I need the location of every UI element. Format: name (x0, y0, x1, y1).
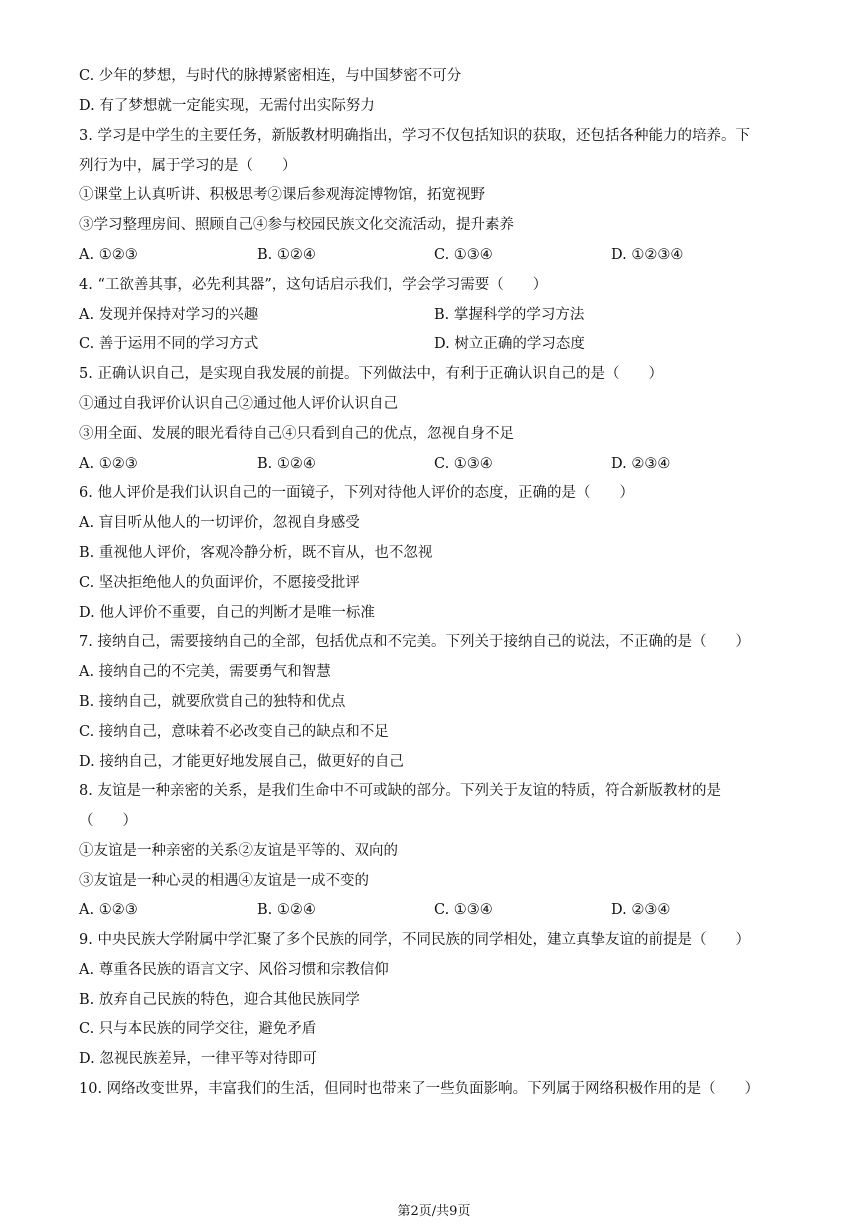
q6-stem: 6. 他人评价是我们认识自己的一面镜子，下列对待他人评价的态度，正确的是（ ） (79, 485, 634, 501)
q3-option-d: D. ①②③④ (611, 247, 684, 263)
q4-stem: 4. “工欲善其事，必先利其器”，这句话启示我们，学会学习需要（ ） (79, 277, 548, 293)
q4-option-d: D. 树立正确的学习态度 (434, 336, 585, 352)
q5-option-d: D. ②③④ (611, 456, 671, 472)
q9-option-c: C. 只与本民族的同学交往，避免矛盾 (79, 1021, 317, 1037)
q10-stem: 10. 网络改变世界，丰富我们的生活，但同时也带来了一些负面影响。下列属于网络积极作用的是（ ） (79, 1081, 760, 1097)
q9-option-b: B. 放弃自己民族的特色，迎合其他民族同学 (79, 992, 360, 1008)
q2-option-d: D. 有了梦想就一定能实现，无需付出实际努力 (79, 98, 375, 114)
q8-statement-1: ①友谊是一种亲密的关系②友谊是平等的、双向的 (79, 843, 398, 859)
q2-option-c: C. 少年的梦想，与时代的脉搏紧密相连，与中国梦密不可分 (79, 68, 462, 84)
q3-stem-line2: 列行为中，属于学习的是（ ） (79, 158, 297, 174)
q7-option-c: C. 接纳自己，意味着不必改变自己的缺点和不足 (79, 724, 389, 740)
q6-option-c: C. 坚决拒绝他人的负面评价，不愿接受批评 (79, 575, 360, 591)
q5-option-b: B. ①②④ (257, 456, 316, 472)
q4-options-row1 (79, 305, 819, 325)
q4-option-b: B. 掌握科学的学习方法 (434, 307, 585, 323)
q5-option-a: A. ①②③ (79, 456, 138, 472)
q8-option-a: A. ①②③ (79, 902, 138, 918)
q8-option-b: B. ①②④ (257, 902, 316, 918)
page-number-footer: 第2页/共9页 (397, 1204, 471, 1219)
q3-options (79, 245, 819, 265)
q9-option-d: D. 忽视民族差异，一律平等对待即可 (79, 1051, 317, 1067)
q3-statement-2: ③学习整理房间、照顾自己④参与校园民族文化交流活动，提升素养 (79, 217, 514, 233)
q5-statement-1: ①通过自我评价认识自己②通过他人评价认识自己 (79, 396, 398, 412)
q9-stem: 9. 中央民族大学附属中学汇聚了多个民族的同学，不同民族的同学相处，建立真挚友谊的前提是（ ） (79, 932, 750, 948)
q8-stem-line1: 8. 友谊是一种亲密的关系，是我们生命中不可或缺的部分。下列关于友谊的特质，符合新版教材的是 (79, 783, 721, 799)
q8-option-d: D. ②③④ (611, 902, 671, 918)
q8-stem-line2: （ ） (79, 813, 137, 829)
q5-option-c: C. ①③④ (434, 456, 493, 472)
q6-option-a: A. 盲目听从他人的一切评价，忽视自身感受 (79, 515, 360, 531)
q4-option-c: C. 善于运用不同的学习方式 (79, 336, 259, 352)
q3-option-a: A. ①②③ (79, 247, 138, 263)
q7-option-d: D. 接纳自己，才能更好地发展自己，做更好的自己 (79, 754, 404, 770)
q4-options-row2 (79, 334, 819, 354)
q7-option-b: B. 接纳自己，就要欣赏自己的独特和优点 (79, 694, 346, 710)
q4-option-a: A. 发现并保持对学习的兴趣 (79, 307, 259, 323)
q8-options (79, 900, 819, 920)
q3-statement-1: ①课堂上认真听讲、积极思考②课后参观海淀博物馆，拓宽视野 (79, 187, 485, 203)
q3-stem-line1: 3. 学习是中学生的主要任务，新版教材明确指出，学习不仅包括知识的获取，还包括各种能力的培养。下 (79, 128, 750, 144)
q9-option-a: A. 尊重各民族的语言文字、风俗习惯和宗教信仰 (79, 962, 389, 978)
q5-statement-2: ③用全面、发展的眼光看待自己④只看到自己的优点，忽视自身不足 (79, 426, 514, 442)
q6-option-b: B. 重视他人评价，客观冷静分析，既不盲从，也不忽视 (79, 545, 433, 561)
q6-option-d: D. 他人评价不重要，自己的判断才是唯一标准 (79, 605, 375, 621)
q7-option-a: A. 接纳自己的不完美，需要勇气和智慧 (79, 664, 331, 680)
q7-stem: 7. 接纳自己，需要接纳自己的全部，包括优点和不完美。下列关于接纳自己的说法，不正确的是（ ） (79, 634, 750, 650)
q8-option-c: C. ①③④ (434, 902, 493, 918)
q3-option-c: C. ①③④ (434, 247, 493, 263)
q5-options (79, 454, 819, 474)
q8-statement-2: ③友谊是一种心灵的相遇④友谊是一成不变的 (79, 873, 369, 889)
q5-stem: 5. 正确认识自己，是实现自我发展的前提。下列做法中，有利于正确认识自己的是（ ） (79, 366, 663, 382)
q3-option-b: B. ①②④ (257, 247, 316, 263)
